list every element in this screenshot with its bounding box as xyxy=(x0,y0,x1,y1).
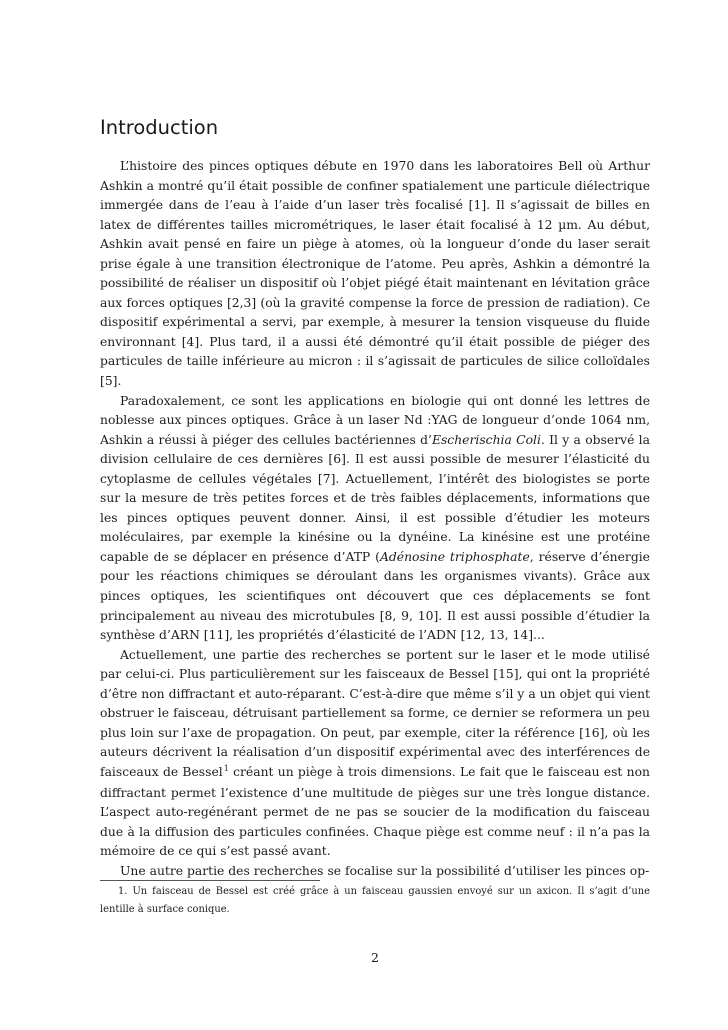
body-text xyxy=(100,157,650,881)
text-run: , réserve d’énergie pour les réactions chimiques se déroulant dans les organismes vivants). Grâce aux pinces optiques, les scientifiques ont découvert que ces déplacements se font principalement au niveau des microtubules [8, 9, 10]. Il est aussi possible d’étudier la synthèse d’ARN [11], les propriétés d’élasticité de l’ADN [12, 13, 14]... xyxy=(100,549,650,643)
species-name: Escherischia Coli. xyxy=(431,432,545,447)
paragraph-history: L’histoire des pinces optiques débute en 1970 dans les laboratoires Bell où Arthur Ashkin a montré qu’il était possible de confiner spatialement une particule diélectrique immergée dans de l’eau à l’aide d’un laser très focalisé [1]. Il s’agissait de billes en latex de différentes tailles micrométriques, le laser était focalisé à 12 µm. Au début, Ashkin avait pensé en faire un piège à atomes, où la longueur d’onde du laser serait prise égale à une transition électronique de l’atome. Peu après, Ashkin a démontré la possibilité de réaliser un dispositif où l’objet piégé était maintenant en lévitation grâce aux forces optiques [2,3] (où la gravité compense la force de pression de radiation). Ce dispositif expérimental a servi, par exemple, à mesurer la tension visqueuse du fluide environnant [4]. Plus tard, il a aussi été démontré qu’il était possible de piéger des particules de taille inférieure au micron : il s’agissait de particules de silice colloïdales [5]. xyxy=(100,159,650,389)
footnote-divider xyxy=(100,880,320,881)
paragraph-continuation: Une autre partie des recherches se focalise sur la possibilité d’utiliser les pinces op- xyxy=(120,863,650,878)
text-run: Il y a observé la division cellulaire de ces dernières [6]. Il est aussi possible de mesurer l’élasticité du cytoplasme de cellules végétales [7]. Actuellement, l’intérêt des biologistes se porte sur la mesure de très petites forces et de très faibles déplacements, informations que les pinces optiques peuvent donner. Ainsi, il est possible d’étudier les moteurs moléculaires, par exemple la kinésine ou la dynéine. La kinésine est une protéine capable de se déplacer en présence d’ATP ( xyxy=(100,432,650,564)
section-title: Introduction xyxy=(100,116,219,139)
page-number: 2 xyxy=(371,950,379,965)
paragraph-biology xyxy=(100,392,650,646)
atp-term: Adénosine triphosphate xyxy=(379,549,530,564)
text-run: Actuellement, une partie des recherches se portent sur le laser et le mode utilisé par celui-ci. Plus particulièrement sur les faisceaux de Bessel [15], qui ont la propriété d’être non diffractant et auto-réparant. C’est-à-dire que même s’il y a un objet qui vient obstruer le faisceau, détruisant partiellement sa forme, ce dernier se reformera un peu plus loin sur l’axe de propagation. On peut, par exemple, citer la référence [16], où les auteurs décrivent la réalisation d’un dispositif expérimental avec des interférences de faisceaux de Bessel xyxy=(100,647,650,779)
text-run: créant un piège à trois dimensions. Le fait que le faisceau est non diffractant permet l’existence d’une multitude de pièges sur une très longue distance. L’aspect auto-regénérant permet de ne pas se soucier de la modification du faisceau due à la diffusion des particules confinées. Chaque piège est comme neuf : il n’a pas la mémoire de ce qui s’est passé avant. xyxy=(100,764,650,859)
paragraph-bessel xyxy=(100,646,650,862)
footnote-marker[interactable]: 1 xyxy=(223,763,229,773)
footnote: 1. Un faisceau de Bessel est créé grâce à un faisceau gaussien envoyé sur un axicon. Il s’agit d’une lentille à surface conique. xyxy=(100,886,650,915)
text-run: Paradoxalement, ce sont les applications en biologie qui ont donné les lettres de noblesse aux pinces optiques. Grâce à un laser Nd :YAG de longueur d’onde 1064 nm, Ashkin a réussi à piéger des cellules bactériennes d’ xyxy=(100,393,650,447)
